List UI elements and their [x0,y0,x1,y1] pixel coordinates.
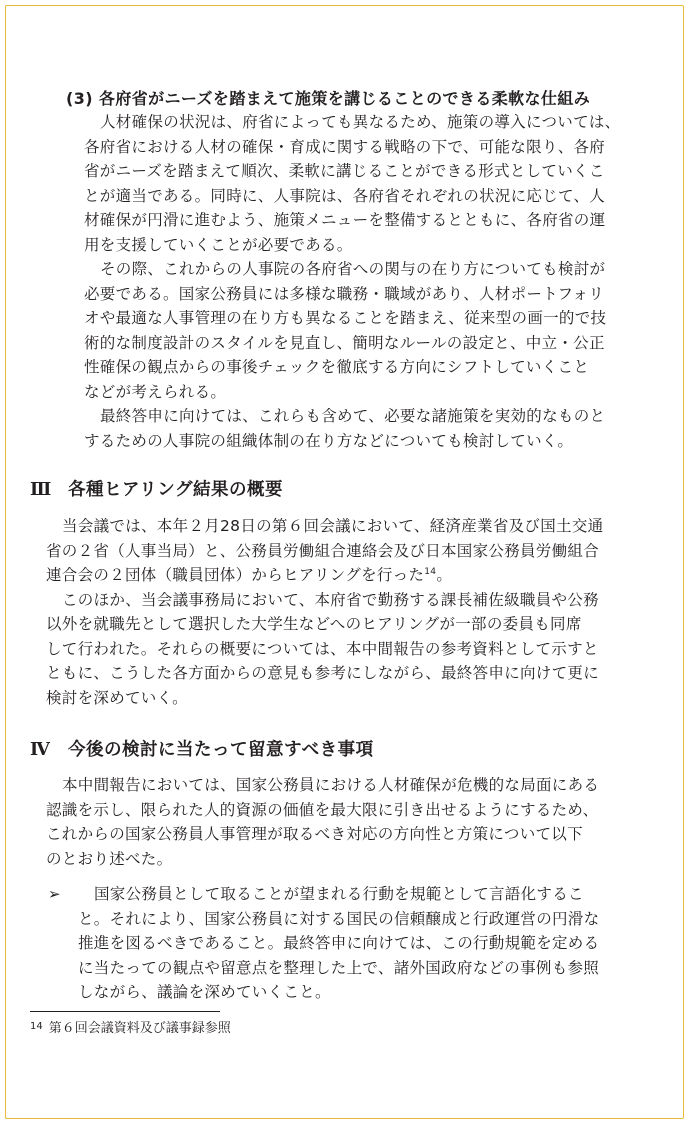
text-line: 各府省における人材の確保・育成に関する戦略の下で、可能な限り、各府 [84,137,606,156]
text-line: 省の２省（人事当局）と、公務員労働組合連絡会及び日本国家公務員労働組合 [46,541,600,560]
text-line: に当たっての観点や留意点を整理した上で、諸外国政府などの事例も参照 [78,958,600,977]
text-line: 術的な制度設計のスタイルを見直し、簡明なルールの設定と、中立・公正 [84,333,605,352]
footnote-divider [30,1011,220,1012]
subsection-heading: (3) 各府省がニーズを踏まえて施策を講じることのできる柔軟な仕組み [66,89,591,108]
text-line: 用を支援していくことが必要である。 [84,235,353,254]
section-title: 各種ヒアリング結果の概要 [68,480,283,500]
text-line: 認識を示し、限られた人的資源の価値を最大限に引き出せるようにするため、 [46,800,599,819]
text-line: 検討を深めていく。 [46,688,188,707]
text-line: 連合会の２団体（職員団体）からヒアリングを行った$^{14}$。 [46,566,453,584]
bullet-item-code-of-conduct [78,882,599,1005]
section-number: Ⅲ [30,480,52,500]
section-title: 今後の検討に当たって留意すべき事項 [68,740,374,760]
text-line: しながら、議論を深めていくこと。 [78,983,331,1001]
text-line: 必要である。国家公務員には多様な職務・職域があり、人材ポートフォリ [84,284,605,303]
text-line: 国家公務員として取ることが望まれる行動を規範として言語化するこ [94,885,584,903]
text-line: これからの国家公務員人事管理が取るべき対応の方向性と方策について以下 [46,825,583,843]
text-line: のとおり述べた。 [46,849,173,868]
bullet-arrow-icon: ➢ [48,885,61,903]
text-line: 材確保が円滑に進むよう、施策メニューを整備するとともに、各府省の運 [84,211,606,229]
text-line: 性確保の観点からの事後チェックを徹底する方向にシフトしていくこと [84,358,590,376]
text-line: オや最適な人事管理の在り方も異なることを踏まえ、従来型の画一的で技 [84,309,607,327]
section-heading-3 [30,478,283,502]
footnote [30,1017,231,1039]
text-line: 以外を就職先として選択した大学生などへのヒアリングが一部の委員も同席 [46,615,582,633]
text-line: 省がニーズを踏まえて順次、柔軟に講じることができる形式としていくこ [84,162,605,180]
section-number: Ⅳ [30,740,51,760]
text-line: などが考えられる。 [84,382,227,401]
text-line: して行われた。それらの概要については、本中間報告の参考資料として示すと [46,639,599,658]
text-line: するための人事院の組織体制の在り方などについても検討していく。 [84,431,574,450]
text-line: 当会議では、本年２月28日の第６回会議において、経済産業省及び国土交通 [62,517,604,535]
section-heading-4 [30,738,374,762]
text-line: ともに、こうした各方面からの意見も参考にしながら、最終答申に向けて更に [46,664,600,682]
paragraph-hearings [46,514,603,710]
text-line: 最終答申に向けては、これらも含めて、必要な諸施策を実効的なものと [100,407,606,425]
text-line: とが適当である。同時に、人事院は、各府省それぞれの状況に応じて、人 [84,186,606,205]
text-line: と。それにより、国家公務員に対する国民の信頼醸成と行政運営の円滑な [78,909,600,928]
text-line: 本中間報告においては、国家公務員における人材確保が危機的な局面にある [62,776,600,794]
text-line: その際、これからの人事院の各府省への関与の在り方についても検討が [100,260,606,278]
paragraph-summary [46,773,599,871]
paragraph-personnel-flexibility [84,110,620,453]
text-line: このほか、当会議事務局において、本府省で勤務する課長補佐級職員や公務 [62,590,599,609]
footnote-number: 14 [30,1021,43,1032]
footnote-reference[interactable]: 14 [424,566,437,577]
footnote-text: 第６回会議資料及び議事録参照 [48,1021,231,1036]
text-line: 人材確保の状況は、府省によっても異なるため、施策の導入については、 [100,113,621,131]
text-line: 推進を図るべきであること。最終答申に向けては、この行動規範を定める [78,934,600,952]
